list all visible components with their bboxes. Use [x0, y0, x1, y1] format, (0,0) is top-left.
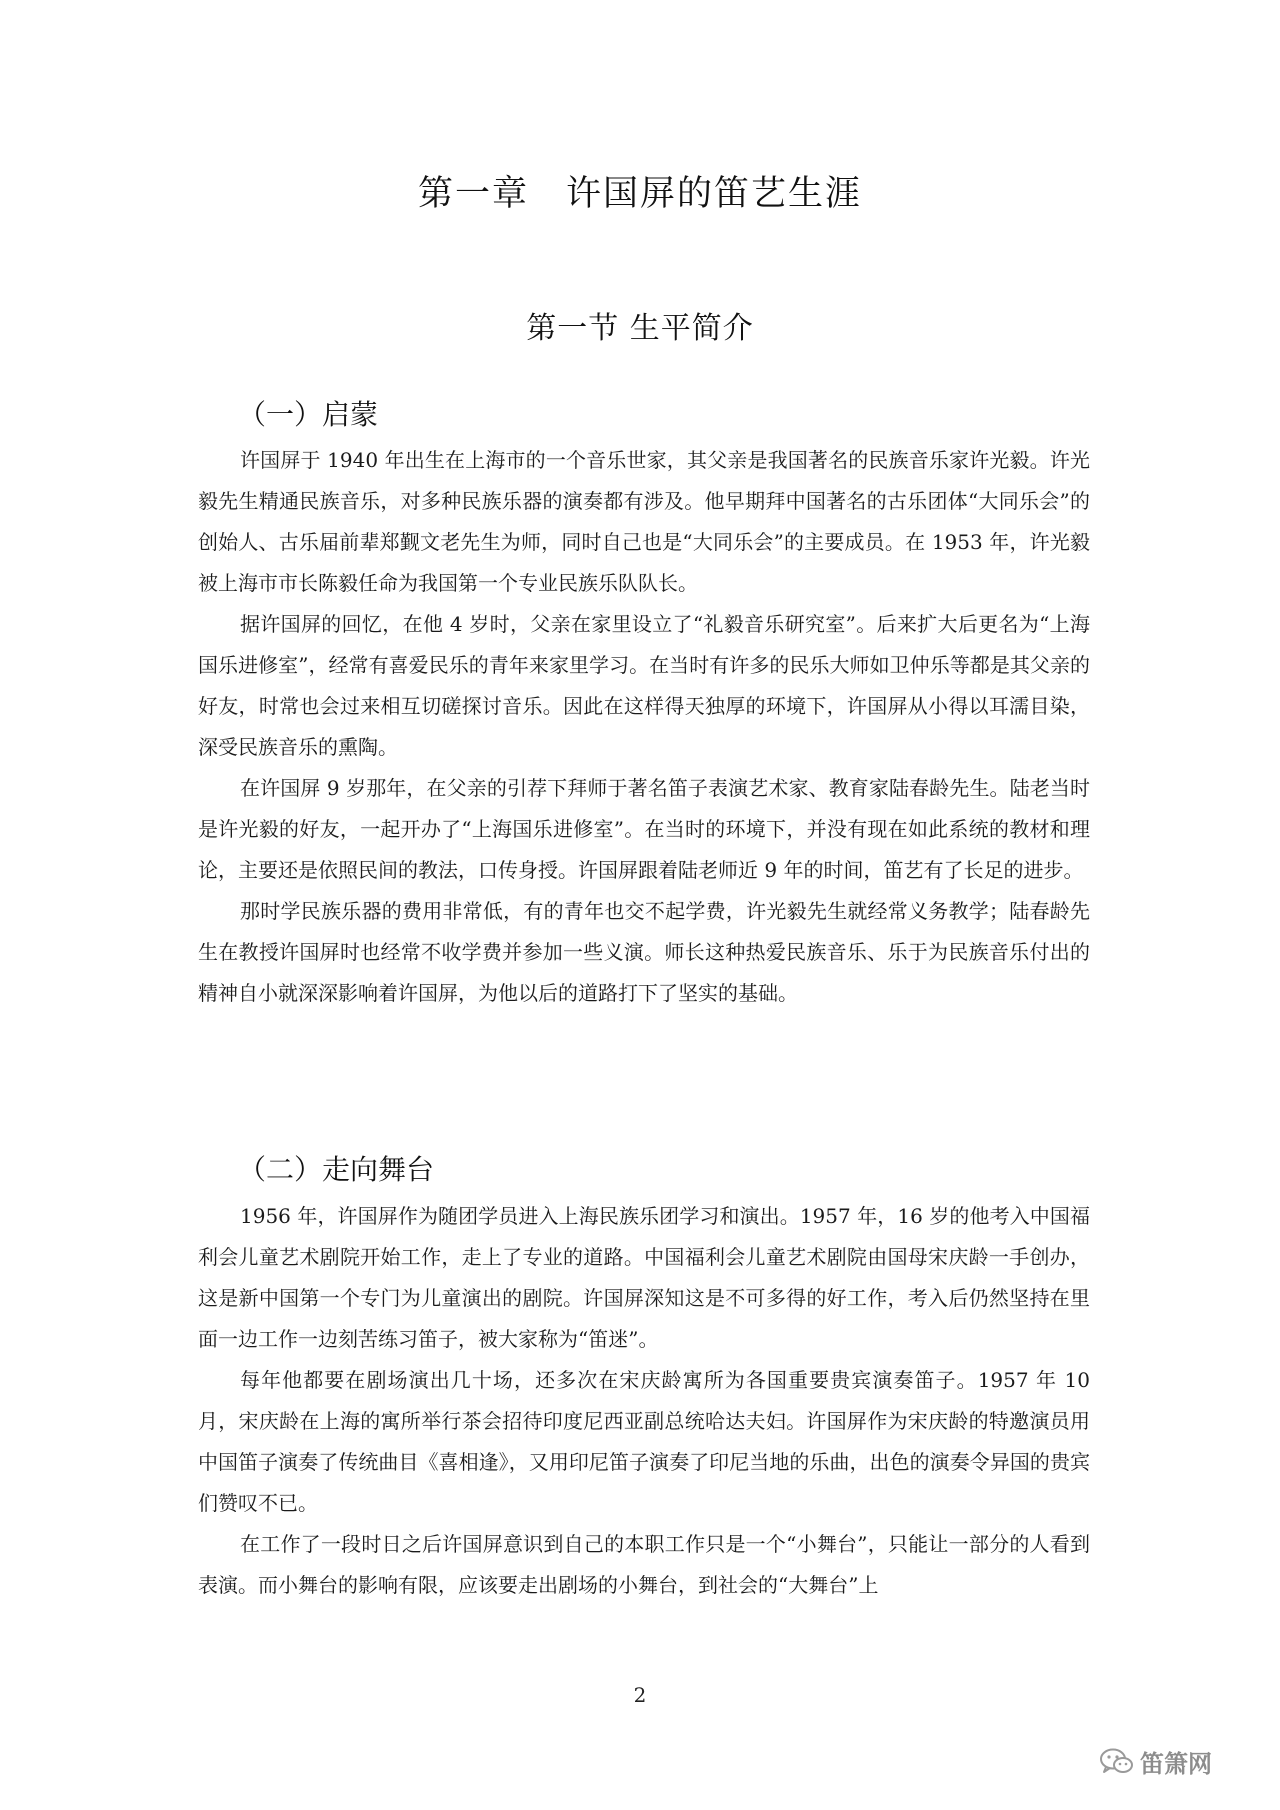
subsection-heading-to-the-stage: （二）走向舞台 — [238, 1153, 435, 1186]
paragraph: 在工作了一段时日之后许国屏意识到自己的本职工作只是一个“小舞台”，只能让一部分的人看到表演。而小舞台的影响有限，应该要走出剧场的小舞台，到社会的“大舞台”上 — [198, 1532, 1090, 1597]
watermark — [1100, 1744, 1212, 1779]
subsection-body-enlightenment — [198, 440, 1090, 1014]
watermark-text: 笛箫网 — [1140, 1750, 1212, 1778]
paragraph: 1956 年，许国屏作为随团学员进入上海民族乐团学习和演出。1957 年，16 岁的他考入中国福利会儿童艺术剧院开始工作，走上了专业的道路。中国福利会儿童艺术剧院由国母宋庆龄一手创办，这是新中国第一个专门为儿童演出的剧院。许国屏深知这是不可多得的好工作，考入后仍然坚持在里面一边工作一边刻苦练习笛子，被大家称为“笛迷”。 — [198, 1204, 1090, 1351]
paragraph: 那时学民族乐器的费用非常低，有的青年也交不起学费，许光毅先生就经常义务教学；陆春龄先生在教授许国屏时也经常不收学费并参加一些义演。师长这种热爱民族音乐、乐于为民族音乐付出的精神自小就深深影响着许国屏，为他以后的道路打下了坚实的基础。 — [198, 899, 1090, 1005]
chapter-title: 第一章 许国屏的笛艺生涯 — [417, 174, 862, 214]
wechat-icon — [1100, 1748, 1134, 1776]
subsection-heading-enlightenment: （一）启蒙 — [238, 398, 379, 431]
paragraph: 每年他都要在剧场演出几十场，还多次在宋庆龄寓所为各国重要贵宾演奏笛子。1957 年 10 月，宋庆龄在上海的寓所举行茶会招待印度尼西亚副总统哈达夫妇。许国屏作为宋庆龄的特邀演员用中国笛子演奏了传统曲目《喜相逢》，又用印尼笛子演奏了印尼当地的乐曲，出色的演奏令异国的贵宾们赞叹不已。 — [198, 1368, 1090, 1515]
paragraph: 据许国屏的回忆，在他 4 岁时，父亲在家里设立了“礼毅音乐研究室”。后来扩大后更名为“上海国乐进修室”，经常有喜爱民乐的青年来家里学习。在当时有许多的民乐大师如卫仲乐等都是其父亲的好友，时常也会过来相互切磋探讨音乐。因此在这样得天独厚的环境下，许国屏从小得以耳濡目染，深受民族音乐的熏陶。 — [198, 612, 1090, 759]
section-title: 第一节 生平简介 — [526, 311, 754, 346]
subsection-body-to-the-stage — [198, 1196, 1090, 1606]
paragraph: 许国屏于 1940 年出生在上海市的一个音乐世家，其父亲是我国著名的民族音乐家许光毅。许光毅先生精通民族音乐，对多种民族乐器的演奏都有涉及。他早期拜中国著名的古乐团体“大同乐会”的创始人、古乐届前辈郑觐文老先生为师，同时自己也是“大同乐会”的主要成员。在 1953 年，许光毅被上海市市长陈毅任命为我国第一个专业民族乐队队长。 — [198, 448, 1090, 595]
page-number: 2 — [633, 1683, 647, 1707]
paragraph: 在许国屏 9 岁那年，在父亲的引荐下拜师于著名笛子表演艺术家、教育家陆春龄先生。陆老当时是许光毅的好友，一起开办了“上海国乐进修室”。在当时的环境下，并没有现在如此系统的教材和理论，主要还是依照民间的教法，口传身授。许国屏跟着陆老师近 9 年的时间，笛艺有了长足的进步。 — [198, 776, 1090, 882]
